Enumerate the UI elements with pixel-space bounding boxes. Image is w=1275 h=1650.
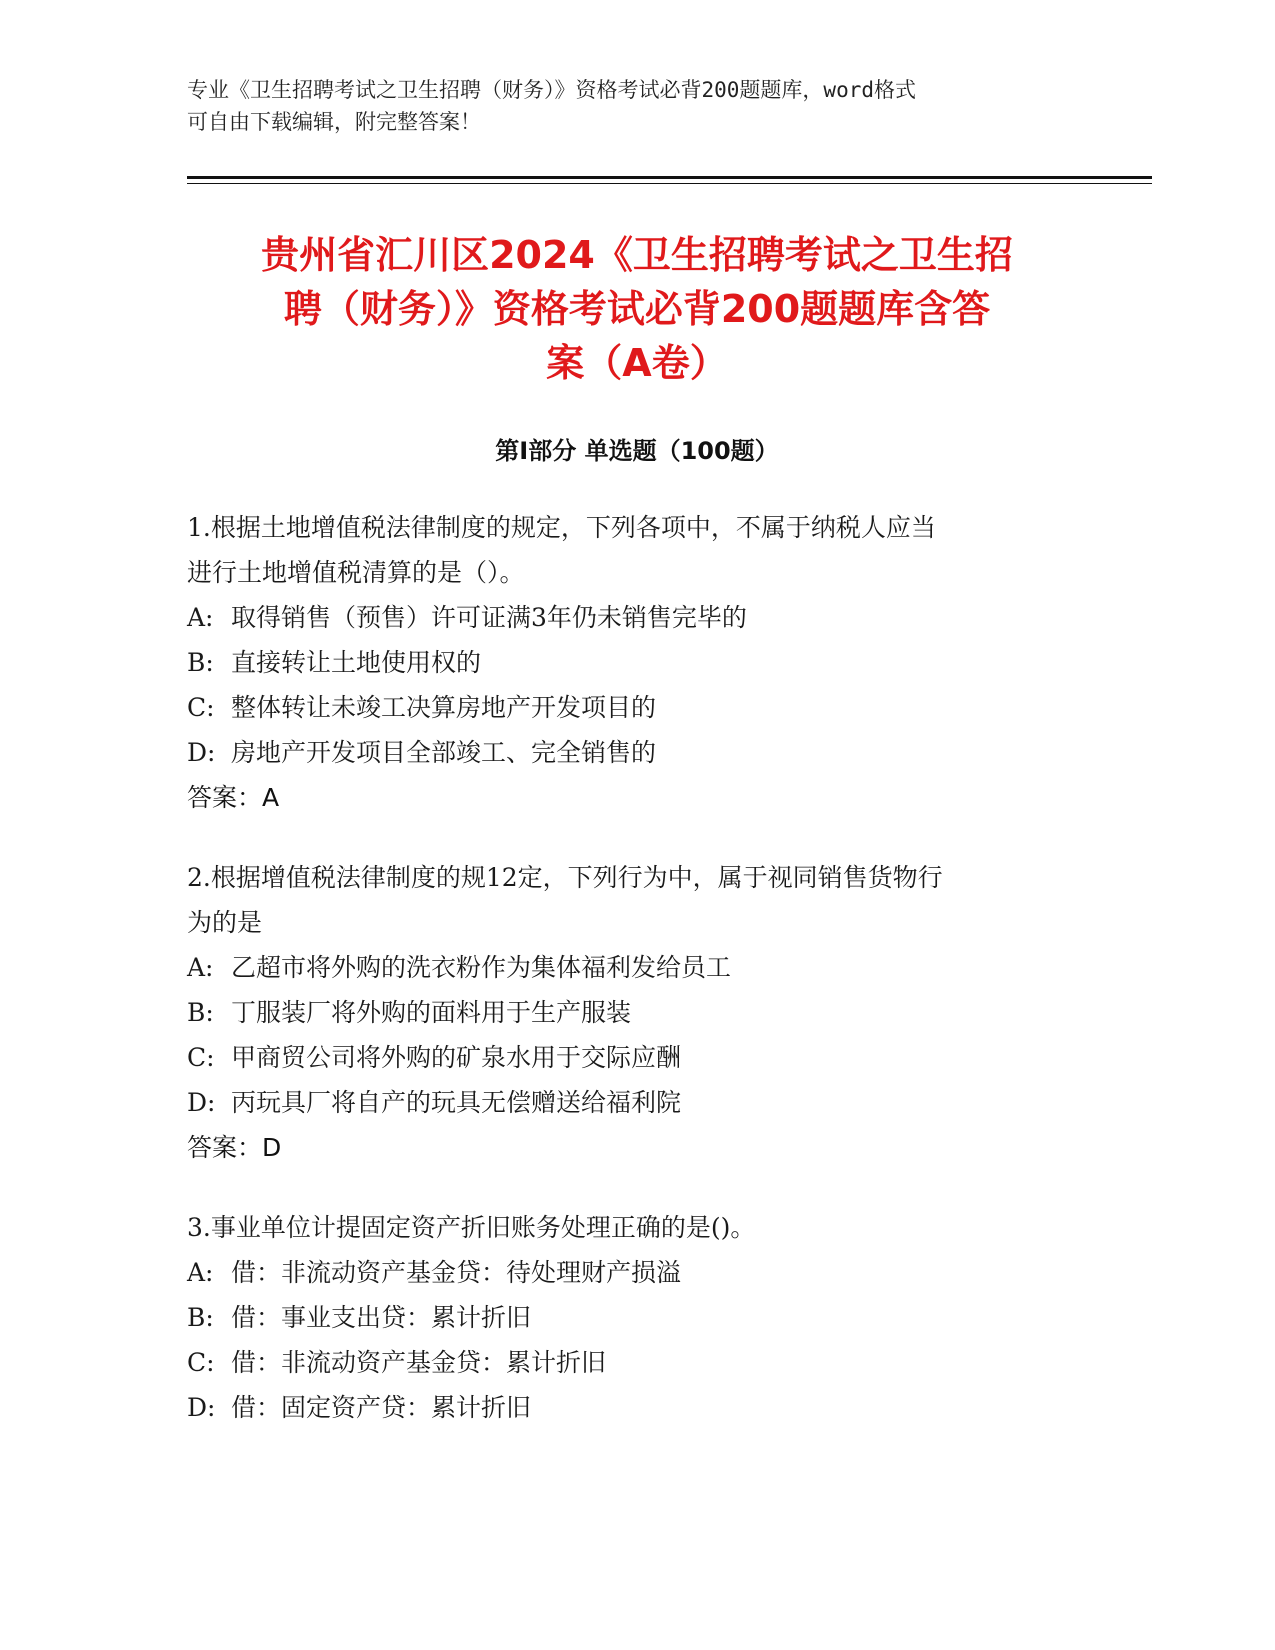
option-key: B: <box>187 648 214 677</box>
option-key: B: <box>187 998 214 1027</box>
header-rule-thick <box>187 176 1152 179</box>
question-stem-line-1: 1.根据土地增值税法律制度的规定，下列各项中，不属于纳税人应当 <box>187 513 936 542</box>
option-key: D: <box>187 1088 216 1117</box>
document-title-line-2: 聘（财务）》资格考试必背200题题库含答 <box>283 287 991 331</box>
header-rule-thin <box>187 183 1152 184</box>
option-a <box>187 595 1087 640</box>
answer: 答案：A <box>187 783 280 812</box>
option-key: A: <box>187 1258 214 1287</box>
option-text: 乙超市将外购的洗衣粉作为集体福利发给员工 <box>231 953 732 982</box>
question-stem-line-2: 进行土地增值税清算的是（）。 <box>187 558 525 587</box>
document-title-line-1: 贵州省汇川区2024《卫生招聘考试之卫生招 <box>261 233 1013 277</box>
header-note <box>187 74 1087 138</box>
option-key: C: <box>187 1348 215 1377</box>
option-text: 借：非流动资产基金贷：累计折旧 <box>231 1348 607 1377</box>
option-c <box>187 1035 1087 1080</box>
option-text: 借：非流动资产基金贷：待处理财产损溢 <box>231 1258 682 1287</box>
option-key: D: <box>187 1393 216 1422</box>
document-title-line-3: 案（A卷） <box>546 341 728 385</box>
question-1 <box>187 505 1087 820</box>
option-key: B: <box>187 1303 214 1332</box>
question-3 <box>187 1205 1087 1430</box>
question-stem-line-1: 2.根据增值税法律制度的规12定，下列行为中，属于视同销售货物行 <box>187 863 943 892</box>
option-c <box>187 1340 1087 1385</box>
question-stem-line-2: 为的是 <box>187 908 263 937</box>
document-title <box>187 228 1087 390</box>
option-text: 甲商贸公司将外购的矿泉水用于交际应酬 <box>231 1043 682 1072</box>
option-text: 丁服装厂将外购的面料用于生产服装 <box>231 998 632 1027</box>
option-key: C: <box>187 1043 215 1072</box>
option-text: 直接转让土地使用权的 <box>231 648 482 677</box>
option-text: 丙玩具厂将自产的玩具无偿赠送给福利院 <box>231 1088 682 1117</box>
section-title: 第I部分 单选题（100题） <box>495 437 779 465</box>
option-text: 房地产开发项目全部竣工、完全销售的 <box>231 738 657 767</box>
option-b <box>187 1295 1087 1340</box>
header-note-line-2: 可自由下载编辑，附完整答案！ <box>187 110 481 134</box>
answer: 答案：D <box>187 1133 282 1162</box>
option-text: 借：事业支出贷：累计折旧 <box>231 1303 532 1332</box>
option-d <box>187 730 1087 775</box>
option-d <box>187 1385 1087 1430</box>
option-b <box>187 990 1087 1035</box>
option-text: 借：固定资产贷：累计折旧 <box>231 1393 532 1422</box>
option-c <box>187 685 1087 730</box>
option-a <box>187 1250 1087 1295</box>
option-key: A: <box>187 603 214 632</box>
option-b <box>187 640 1087 685</box>
option-text: 取得销售（预售）许可证满3年仍未销售完毕的 <box>231 603 747 632</box>
option-key: C: <box>187 693 215 722</box>
option-key: A: <box>187 953 214 982</box>
option-d <box>187 1080 1087 1125</box>
option-key: D: <box>187 738 216 767</box>
option-text: 整体转让未竣工决算房地产开发项目的 <box>231 693 657 722</box>
option-a <box>187 945 1087 990</box>
header-note-line-1: 专业《卫生招聘考试之卫生招聘（财务）》资格考试必背200题题库，word格式 <box>187 78 916 102</box>
question-2 <box>187 855 1087 1170</box>
question-stem-line-1: 3.事业单位计提固定资产折旧账务处理正确的是()。 <box>187 1213 756 1242</box>
